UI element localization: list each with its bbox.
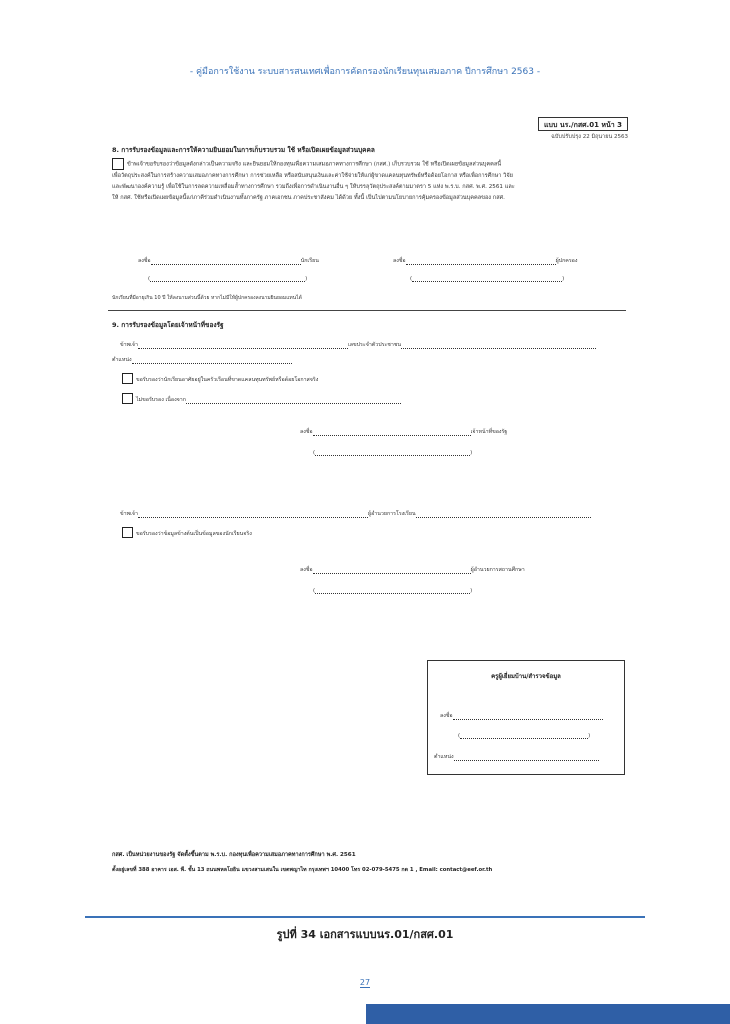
student-name-row [148,276,307,282]
page-number-text: 27 [359,978,371,987]
teacher-position-label: ตำแหน่ง [434,754,454,760]
teacher-visit-box [427,660,625,775]
official-signature-field[interactable] [313,435,471,436]
footer-blue-bar [366,1004,730,1024]
director-identity-row [120,510,591,518]
director-certify-label: ขอรับรองว่าข้อมูลข้างต้นเป็นข้อมูลของนักเรียนจริง [136,531,252,537]
footer-line-1: กสศ. เป็นหน่วยงานของรัฐ จัดตั้งขึ้นตาม พ.ร.บ. กองทุนเพื่อความเสมอภาคทางการศึกษา พ.ศ. 2561 [112,852,356,858]
page-header: - คู่มือการใช้งาน ระบบสารสนเทศเพื่อการคัดกรองนักเรียนทุนเสมอภาค ปีการศึกษา 2563 - [189,67,541,77]
director-signature-field[interactable] [313,573,471,574]
student-label: นักเรียน [300,258,319,264]
section-8-consent-text [112,158,632,204]
director-i-label: ข้าพเจ้า [120,511,138,517]
consent-line-1: ข้าพเจ้าขอรับรองว่าข้อมูลดังกล่าวเป็นความจริง และยินยอมให้กองทุนเพื่อความเสมอภาคทางการศึกษา (กสศ.) เก็บรวบรวม ใช้ หรือเปิดเผยข้อมูลส่วนบุคคลนี้ [127,161,502,168]
certify-label: ขอรับรองว่านักเรียนอาศัยอยู่ในครัวเรือนที่ขาดแคลนทุนทรัพย์หรือด้อยโอกาสจริง [136,377,319,383]
official-signature-row [300,428,507,436]
director-certify-row [122,527,252,538]
not-certify-row [122,393,401,404]
director-name-field[interactable] [138,517,368,518]
official-position-field[interactable] [132,363,292,364]
teacher-position-row [434,753,599,761]
consent-line-2: เพื่อวัตถุประสงค์ในการสร้างความเสมอภาคทางการศึกษา การช่วยเหลือ หรือสนับสนุนเงินและค่าใช้จ่ายให้แก่ผู้ขาดแคลนทุนทรัพย์หรือด้อยโอกาส หรือเพื่อการศึกษา วิจัย [112,172,513,179]
guardian-name-field[interactable] [412,281,562,282]
director-signature-row [300,566,525,574]
consent-line-4: ให้ กสศ. ใช้หรือเปิดเผยข้อมูลนี้แก่ภาคีร่วมดำเนินงานทั้งภาครัฐ ภาคเอกชน ภาคประชาสังคม ได้ด้วย ทั้งนี้ เป็นไปตามนโยบายการคุ้มครองข้อมูลส่วนบุคคลของ กสศ. [112,194,505,201]
certify-checkbox[interactable] [122,373,133,384]
teacher-name-row [458,733,590,739]
official-identity-row [120,341,596,349]
official-id-label: เลขประจำตัวประชาชน [347,342,402,348]
official-name-paren-row [313,450,472,456]
director-printed-name-field[interactable] [315,593,470,594]
caption-divider [85,916,645,918]
director-name-paren-row [313,588,472,594]
official-sign-label: ลงชื่อ [300,429,313,435]
page-number [0,978,730,987]
director-label: ผู้อำนวยการโรงเรียน [367,511,416,517]
official-id-field[interactable] [401,348,596,349]
teacher-box-title: ครูผู้เยี่ยมบ้าน/สำรวจข้อมูล [491,673,561,680]
figure-caption: รูปที่ 34 เอกสารแบบนร.01/กสศ.01 [276,928,454,941]
director-sign-label: ลงชื่อ [300,567,313,573]
close-paren: ) [305,276,308,282]
section-8-note: นักเรียนที่มีอายุเกิน 10 ปี ให้ลงนามส่วนนี้ด้วย หากไม่มีให้ผู้ปกครองลงนามยินยอมแทนได้ [112,295,302,301]
school-name-field[interactable] [416,517,591,518]
certify-row [122,373,318,384]
consent-line-3: และพัฒนาองค์ความรู้ เพื่อใช้ในการลดความเหลื่อมล้ำทางการศึกษา รวมถึงเพื่อการดำเนินงานอื่น ๆ ให้บรรลุวัตถุประสงค์ตามมาตรา 5 แห่ง พ.ร.บ. กสศ. พ.ศ. 2561 และ [112,183,515,190]
section-8-title: 8. การรับรองข้อมูลและการให้ความยินยอมในการเก็บรวบรวม ใช้ หรือเปิดเผยข้อมูลส่วนบุคคล [112,146,375,154]
teacher-signature-field[interactable] [453,719,603,720]
official-label: เจ้าหน้าที่ของรัฐ [470,429,508,435]
guardian-sign-label: ลงชื่อ [393,258,406,264]
student-signature-row [138,257,319,265]
close-paren: ) [562,276,565,282]
official-position-row [112,356,292,364]
footer-line-2: ตั้งอยู่เลขที่ 388 อาคาร เอส. พี. ชั้น 13 ถนนพหลโยธิน แขวงสามเสนใน เขตพญาไท กรุงเทพฯ 10400 โทร 02-079-5475 กด 1 , Email: contact@eef.or.th [112,867,493,873]
not-certify-checkbox[interactable] [122,393,133,404]
official-name-field[interactable] [138,348,348,349]
form-code-box: แบบ นร./กสศ.01 หน้า 3 [538,117,628,131]
teacher-position-field[interactable] [454,760,599,761]
guardian-signature-field[interactable] [406,264,556,265]
official-i-label: ข้าพเจ้า [120,342,138,348]
guardian-signature-row [393,257,577,265]
form-revised-date: ฉบับปรับปรุง 22 มิถุนายน 2563 [551,134,628,140]
open-paren: ( [313,450,316,456]
section-9-title: 9. การรับรองข้อมูลโดยเจ้าหน้าที่ของรัฐ [112,321,224,329]
open-paren: ( [313,588,316,594]
official-position-label: ตำแหน่ง [112,357,132,363]
close-paren: ) [470,450,473,456]
teacher-signature-row [440,712,603,720]
close-paren: ) [588,733,591,739]
section-divider [108,310,626,311]
open-paren: ( [458,733,461,739]
director-certify-checkbox[interactable] [122,527,133,538]
student-sign-label: ลงชื่อ [138,258,151,264]
not-certify-label: ไม่ขอรับรอง เนื่องจาก [136,397,186,403]
guardian-name-row [410,276,564,282]
student-signature-field[interactable] [151,264,301,265]
open-paren: ( [410,276,413,282]
director-label-2: ผู้อำนวยการสถานศึกษา [470,567,525,573]
not-certify-reason-field[interactable] [186,403,401,404]
teacher-sign-label: ลงชื่อ [440,713,453,719]
guardian-label: ผู้ปกครอง [555,258,578,264]
official-printed-name-field[interactable] [315,455,470,456]
close-paren: ) [470,588,473,594]
teacher-name-field[interactable] [460,738,588,739]
open-paren: ( [148,276,151,282]
student-name-field[interactable] [150,281,305,282]
consent-checkbox[interactable] [112,158,124,170]
